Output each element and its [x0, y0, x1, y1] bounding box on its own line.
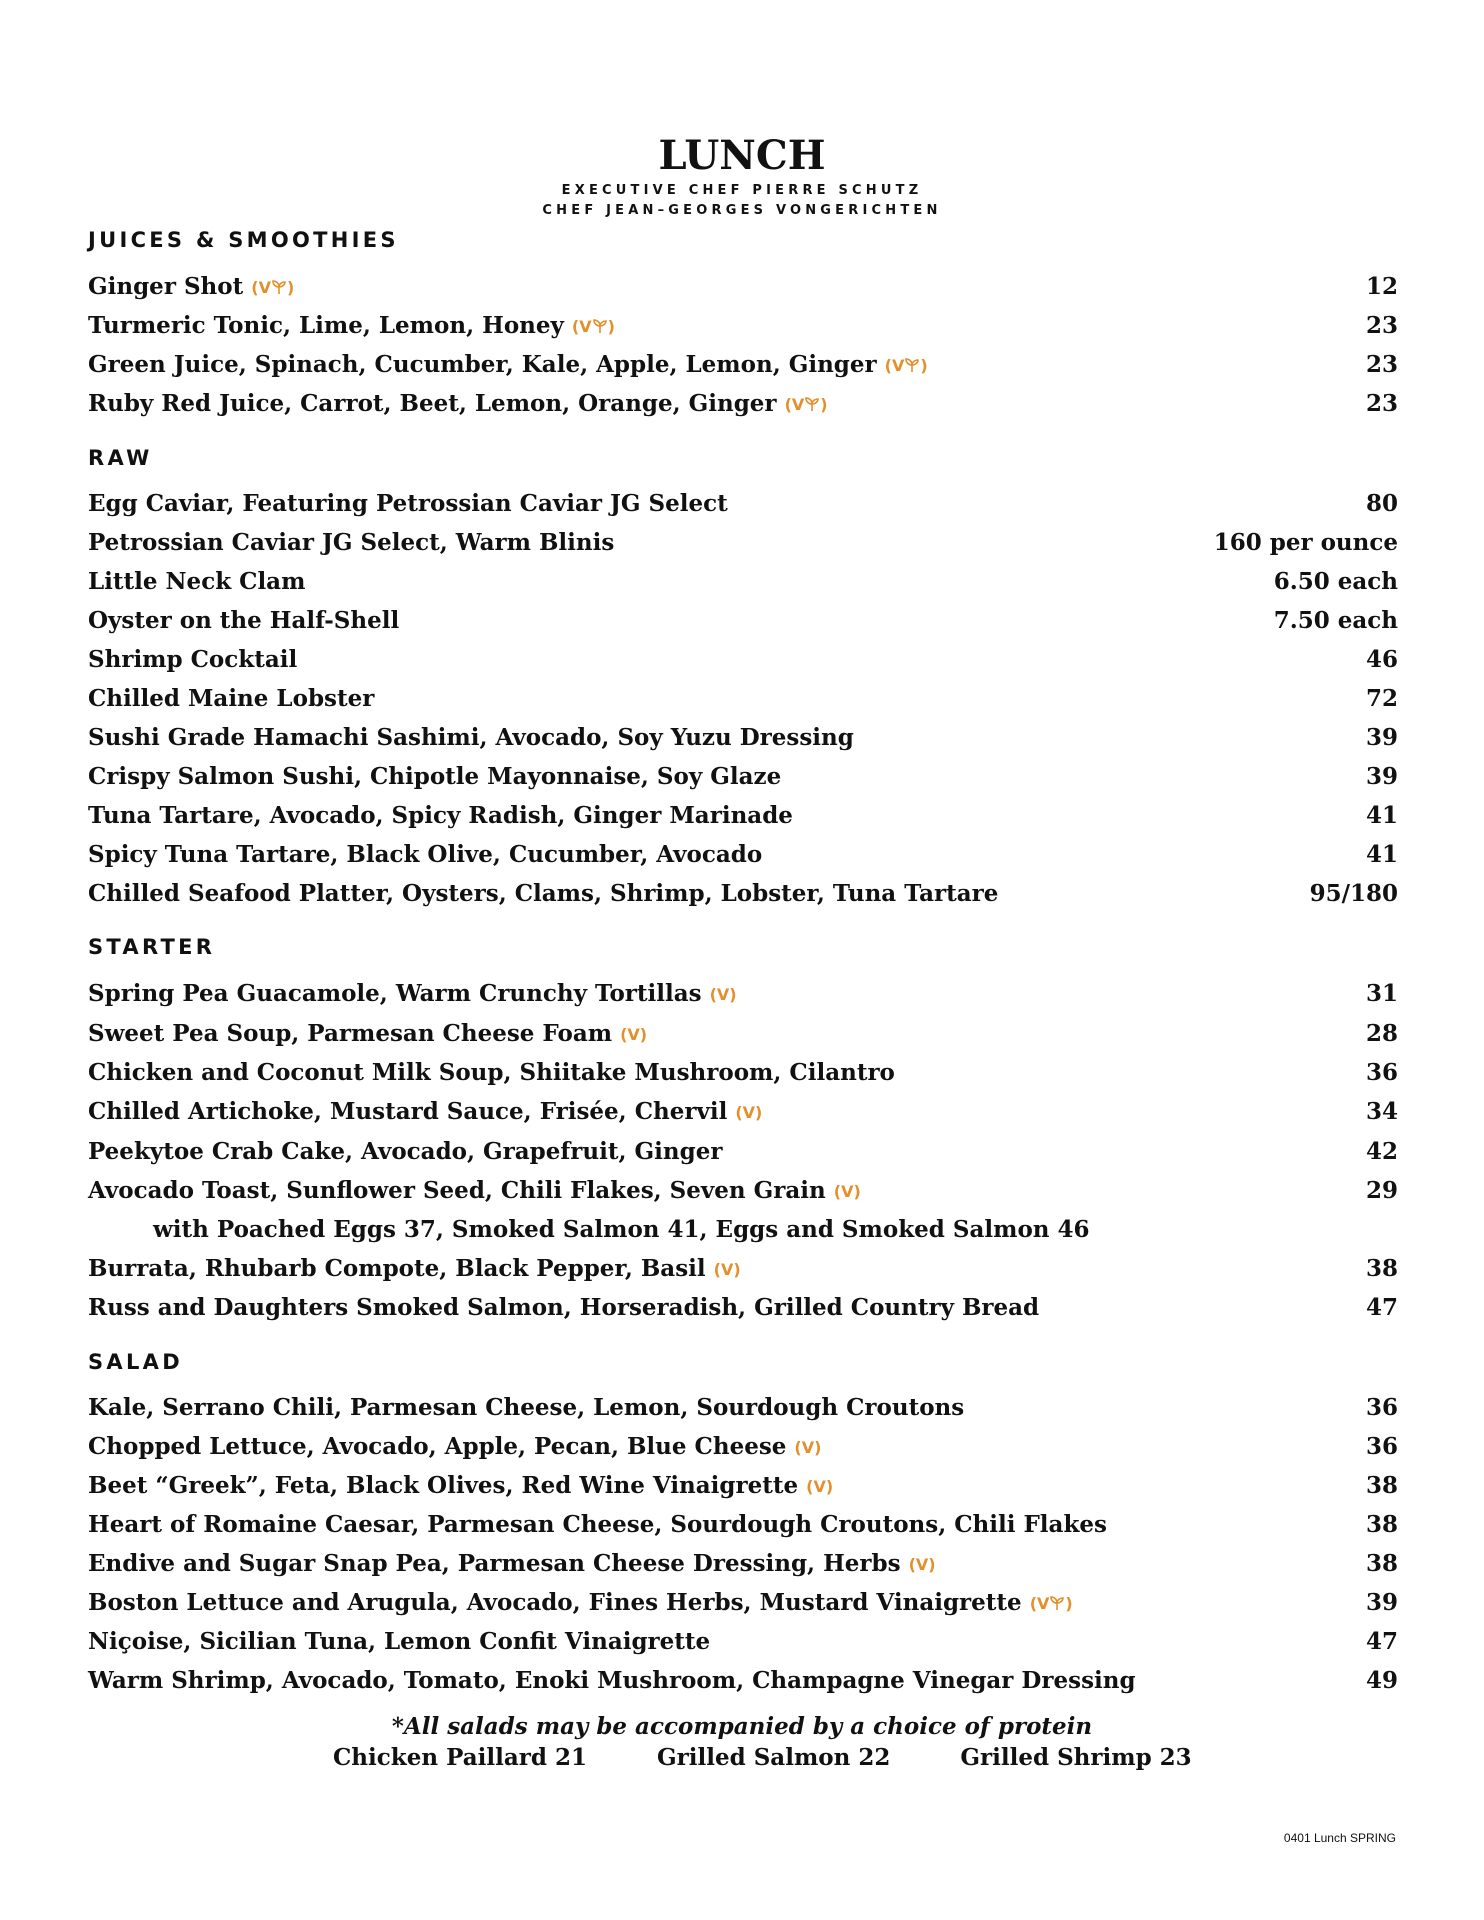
item-price: 23: [1365, 390, 1398, 417]
menu-item: [88, 838, 1398, 872]
menu-item: [88, 1547, 1398, 1581]
item-price: 80: [1365, 490, 1398, 517]
item-price: 28: [1365, 1020, 1398, 1047]
menu-item: [88, 1664, 1398, 1698]
item-name: Spicy Tuna Tartare, Black Olive, Cucumber, Avocado: [88, 841, 763, 868]
menu-item: [88, 1017, 1398, 1051]
item-price: 23: [1365, 312, 1398, 339]
menu-item: [88, 348, 1398, 382]
menu-item: [88, 1135, 1398, 1169]
menu-item: [88, 387, 1398, 421]
item-price: 34: [1365, 1098, 1398, 1125]
item-name: Russ and Daughters Smoked Salmon, Horseradish, Grilled Country Bread: [88, 1294, 1040, 1321]
sprout-icon: [904, 357, 920, 373]
menu-item: [88, 1586, 1398, 1620]
item-price: 12: [1365, 273, 1398, 300]
item-price: 36: [1365, 1059, 1398, 1086]
item-price: 39: [1365, 724, 1398, 751]
item-name: Petrossian Caviar JG Select, Warm Blinis: [88, 529, 615, 556]
item-price: 41: [1365, 802, 1398, 829]
sprout-icon: [804, 396, 820, 412]
vegan-badge: (V ): [571, 317, 615, 336]
menu-item: [88, 1252, 1398, 1286]
item-price: 38: [1365, 1511, 1398, 1538]
item-name: Crispy Salmon Sushi, Chipotle Mayonnaise, Soy Glaze: [88, 763, 782, 790]
menu-item: [88, 1625, 1398, 1659]
menu-item: [88, 721, 1398, 755]
vegetarian-badge: (V): [833, 1182, 861, 1201]
item-name: Boston Lettuce and Arugula, Avocado, Fines Herbs, Mustard Vinaigrette: [88, 1589, 1022, 1616]
item-price: 42: [1365, 1138, 1398, 1165]
menu-item: [88, 682, 1398, 716]
sprout-icon: [592, 318, 608, 334]
item-price: 47: [1365, 1294, 1398, 1321]
protein-option: Grilled Salmon 22: [657, 1744, 891, 1771]
menu-item: [88, 487, 1398, 521]
menu-item: [88, 526, 1398, 560]
vegetarian-badge: (V): [713, 1260, 741, 1279]
item-price: 23: [1365, 351, 1398, 378]
vegetarian-badge: (V): [620, 1025, 648, 1044]
item-name: Little Neck Clam: [88, 568, 306, 595]
item-name: Ruby Red Juice, Carrot, Beet, Lemon, Orange, Ginger: [88, 390, 777, 417]
item-name: Endive and Sugar Snap Pea, Parmesan Cheese Dressing, Herbs: [88, 1550, 901, 1577]
menu-item: [88, 1391, 1398, 1425]
menu-item: [88, 1095, 1398, 1129]
protein-option: Grilled Shrimp 23: [960, 1744, 1192, 1771]
item-price: 31: [1365, 980, 1398, 1007]
item-price: 39: [1365, 1589, 1398, 1616]
item-price: 38: [1365, 1255, 1398, 1282]
item-name: Spring Pea Guacamole, Warm Crunchy Tortillas: [88, 980, 702, 1007]
section-title-raw: RAW: [88, 446, 153, 470]
menu-item: [88, 877, 1398, 911]
page-title: LUNCH: [658, 132, 826, 179]
menu-item: [88, 1508, 1398, 1542]
sprout-icon: [1049, 1595, 1065, 1611]
item-price: 29: [1365, 1177, 1398, 1204]
item-name: Green Juice, Spinach, Cucumber, Kale, Apple, Lemon, Ginger: [88, 351, 877, 378]
item-name: Tuna Tartare, Avocado, Spicy Radish, Ginger Marinade: [88, 802, 793, 829]
item-name: Turmeric Tonic, Lime, Lemon, Honey: [88, 312, 564, 339]
vegetarian-badge: (V): [794, 1438, 822, 1457]
salad-protein-note: *All salads may be accompanied by a choice of protein: [391, 1713, 1093, 1740]
item-name: Warm Shrimp, Avocado, Tomato, Enoki Mushroom, Champagne Vinegar Dressing: [88, 1667, 1136, 1694]
vegan-badge: (V ): [784, 395, 828, 414]
item-price: 160 per ounce: [1213, 529, 1398, 556]
menu-item: [88, 1291, 1398, 1325]
chef-line: CHEF JEAN–GEORGES VONGERICHTEN: [542, 203, 942, 218]
item-price: 95/180: [1309, 880, 1398, 907]
section-title-starter: STARTER: [88, 935, 216, 959]
menu-item: [88, 977, 1398, 1011]
menu-item: [88, 565, 1398, 599]
menu-item: [88, 799, 1398, 833]
item-name: Sushi Grade Hamachi Sashimi, Avocado, Soy Yuzu Dressing: [88, 724, 854, 751]
item-name: Chicken and Coconut Milk Soup, Shiitake Mushroom, Cilantro: [88, 1059, 895, 1086]
menu-item: [88, 1469, 1398, 1503]
item-name: Sweet Pea Soup, Parmesan Cheese Foam: [88, 1020, 613, 1047]
vegan-badge: (V ): [1029, 1594, 1073, 1613]
item-name: Chopped Lettuce, Avocado, Apple, Pecan, Blue Cheese: [88, 1433, 787, 1460]
vegetarian-badge: (V): [735, 1103, 763, 1122]
item-price: 46: [1365, 646, 1398, 673]
protein-option: Chicken Paillard 21: [333, 1744, 587, 1771]
item-price: 49: [1365, 1667, 1398, 1694]
item-name: Peekytoe Crab Cake, Avocado, Grapefruit, Ginger: [88, 1138, 723, 1165]
item-price: 39: [1365, 763, 1398, 790]
menu-item: [88, 1174, 1398, 1208]
item-name: Egg Caviar, Featuring Petrossian Caviar JG Select: [88, 490, 728, 517]
item-name: Heart of Romaine Caesar, Parmesan Cheese, Sourdough Croutons, Chili Flakes: [88, 1511, 1107, 1538]
vegetarian-badge: (V): [908, 1555, 936, 1574]
item-name: Chilled Artichoke, Mustard Sauce, Frisée, Chervil: [88, 1098, 728, 1125]
item-name: Niçoise, Sicilian Tuna, Lemon Confit Vinaigrette: [88, 1628, 711, 1655]
item-name: Ginger Shot: [88, 273, 244, 300]
vegan-badge: (V ): [251, 278, 295, 297]
vegan-badge: (V ): [884, 356, 928, 375]
menu-item: [88, 1430, 1398, 1464]
item-price: 36: [1365, 1433, 1398, 1460]
menu-item: [88, 1056, 1398, 1090]
menu-code: 0401 Lunch SPRING: [1283, 1831, 1396, 1845]
sprout-icon: [271, 279, 287, 295]
item-price: 36: [1365, 1394, 1398, 1421]
section-title-juices: JUICES & SMOOTHIES: [88, 228, 399, 252]
vegetarian-badge: (V): [709, 985, 737, 1004]
item-name: Burrata, Rhubarb Compote, Black Pepper, Basil: [88, 1255, 706, 1282]
vegetarian-badge: (V): [806, 1477, 834, 1496]
menu-item: [88, 604, 1398, 638]
item-name: Chilled Maine Lobster: [88, 685, 375, 712]
menu-item: [88, 309, 1398, 343]
item-name: Shrimp Cocktail: [88, 646, 298, 673]
protein-options: [333, 1744, 1254, 1771]
item-name: Beet “Greek”, Feta, Black Olives, Red Wine Vinaigrette: [88, 1472, 799, 1499]
item-name: Avocado Toast, Sunflower Seed, Chili Flakes, Seven Grain: [88, 1177, 826, 1204]
item-price: 6.50 each: [1273, 568, 1398, 595]
menu-item: [88, 270, 1398, 304]
menu-item: [88, 643, 1398, 677]
menu-item: [88, 760, 1398, 794]
item-price: 38: [1365, 1472, 1398, 1499]
avocado-toast-addons: with Poached Eggs 37, Smoked Salmon 41, Eggs and Smoked Salmon 46: [153, 1216, 1090, 1243]
item-name: Kale, Serrano Chili, Parmesan Cheese, Lemon, Sourdough Croutons: [88, 1394, 965, 1421]
item-price: 7.50 each: [1273, 607, 1398, 634]
item-price: 41: [1365, 841, 1398, 868]
executive-chef-line: EXECUTIVE CHEF PIERRE SCHUTZ: [561, 183, 923, 198]
item-name: Chilled Seafood Platter, Oysters, Clams, Shrimp, Lobster, Tuna Tartare: [88, 880, 999, 907]
item-name: Oyster on the Half-Shell: [88, 607, 400, 634]
section-title-salad: SALAD: [88, 1350, 183, 1374]
item-price: 47: [1365, 1628, 1398, 1655]
item-price: 38: [1365, 1550, 1398, 1577]
item-price: 72: [1365, 685, 1398, 712]
